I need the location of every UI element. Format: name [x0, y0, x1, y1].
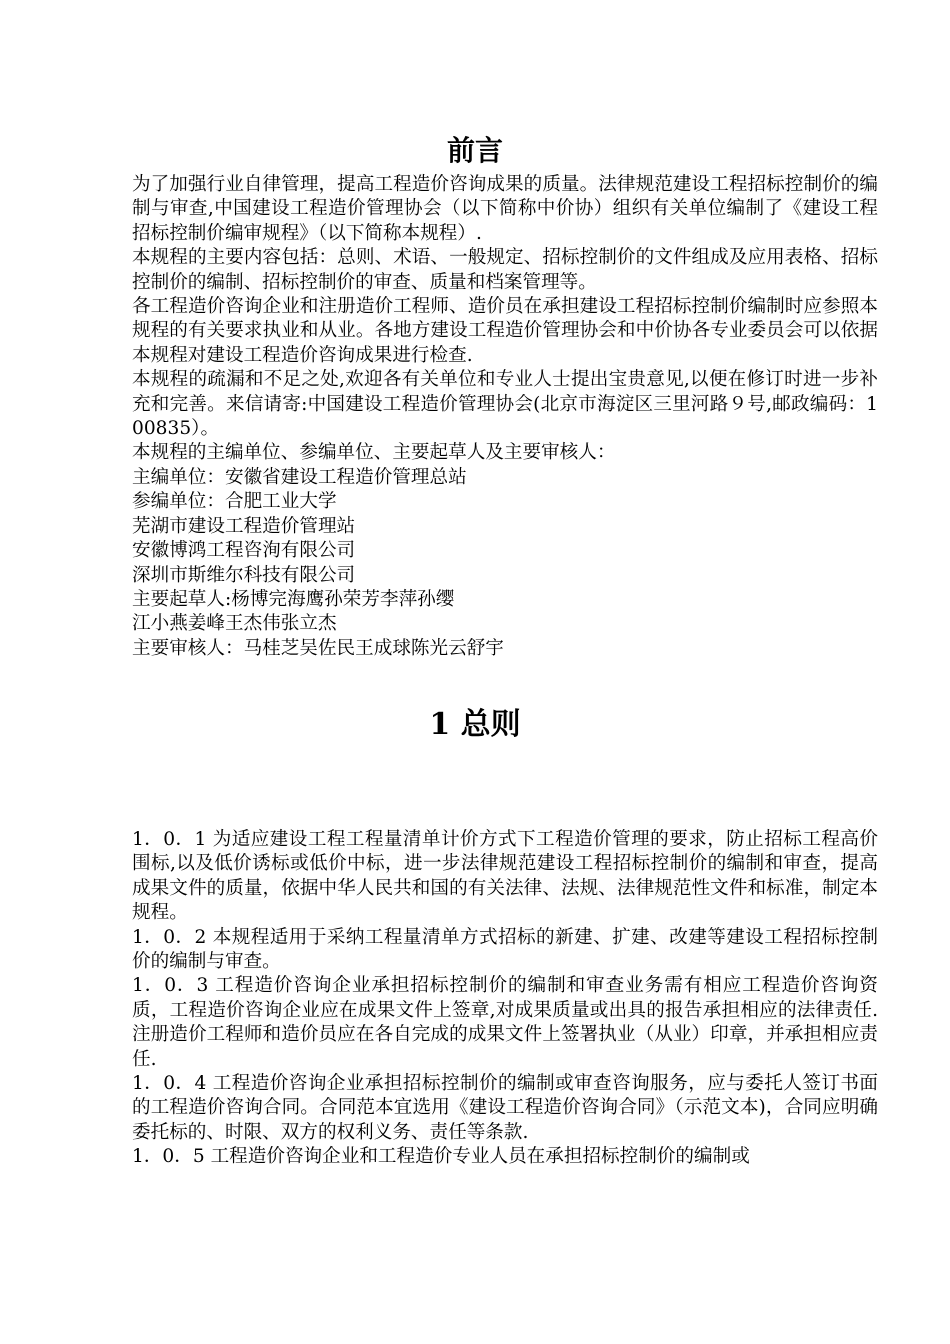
preface-paragraph-usage: 各工程造价咨询企业和注册造价工程师、造价员在承担建设工程招标控制价编制时应参照本规程的有关要求执业和从业。各地方建设工程造价管理协会和中价协各专业委员会可以依据本规程对建设工程造价咨询成果进行检查. — [132, 296, 878, 366]
clause-1-0-1: 1．0．1 为适应建设工程工程量清单计价方式下工程造价管理的要求，防止招标工程高价围标,以及低价诱标或低价中标，进一步法律规范建设工程招标控制价的编制和审查，提高成果文件的质量，依据中华人民共和国的有关法律、法规、法律规范性文件和标准，制定本规程。 — [132, 829, 878, 924]
preface-paragraph-feedback: 本规程的疏漏和不足之处,欢迎各有关单位和专业人士提出宝贵意见,以便在修订时进一步补充和完善。来信请寄:中国建设工程造价管理协会(北京市海淀区三里河路９号,邮政编码：100835）。 — [132, 369, 878, 440]
preface-title: 前言 — [446, 134, 503, 167]
preface-participating-unit: 芜湖市建设工程造价管理站 — [132, 515, 356, 537]
preface-participating-unit: 深圳市斯维尔科技有限公司 — [132, 564, 356, 586]
clause-1-0-2: 1．0．2 本规程适用于采纳工程量清单方式招标的新建、扩建、改建等建设工程招标控制价的编制与审查。 — [132, 926, 878, 973]
preface-paragraph-intro: 为了加强行业自律管理，提高工程造价咨询成果的质量。法律规范建设工程招标控制价的编制与审查,中国建设工程造价管理协会（以下简称中价协）组织有关单位编制了《建设工程招标控制价编审规程》（以下简称本规程）. — [132, 174, 878, 244]
preface-paragraph-editors-intro: 本规程的主编单位、参编单位、主要起草人及主要审核人： — [132, 442, 616, 464]
clause-1-0-3: 1．0．3 工程造价咨询企业承担招标控制价的编制和审查业务需有相应工程造价咨询资质，工程造价咨询企业应在成果文件上签章,对成果质量或出具的报告承担相应的法律责任.注册造价工程师和造价员应在各自完成的成果文件上签署执业（从业）印章，并承担相应责任. — [132, 975, 878, 1070]
preface-reviewers: 主要审核人：马桂芝吴佐民王成球陈光云舒宇 — [132, 637, 504, 659]
chapter-title: 1 总则 — [429, 707, 521, 742]
preface-chief-editor: 主编单位：安徽省建设工程造价管理总站 — [132, 466, 467, 488]
preface-body — [132, 173, 878, 661]
preface-drafters-continued: 江小燕姜峰王杰伟张立杰 — [132, 613, 337, 635]
preface-participating-unit: 参编单位：合肥工业大学 — [132, 491, 337, 513]
preface-paragraph-contents: 本规程的主要内容包括：总则、术语、一般规定、招标控制价的文件组成及应用表格、招标控制价的编制、招标控制价的审查、质量和档案管理等。 — [132, 247, 878, 293]
preface-drafters: 主要起草人:杨博完海鹰孙荣芳李萍孙缨 — [132, 588, 455, 610]
chapter-body — [132, 828, 878, 1170]
preface-participating-unit: 安徽博鸿工程咨洵有限公司 — [132, 540, 356, 562]
clause-1-0-4: 1．0．4 工程造价咨询企业承担招标控制价的编制或审查咨询服务，应与委托人签订书面的工程造价咨询合同。合同范本宜选用《建设工程造价咨询合同》（示范文本)，合同应明确委托标的、时限、双方的权利义务、责任等条款. — [132, 1073, 878, 1143]
clause-1-0-5: 1．0．5 工程造价咨询企业和工程造价专业人员在承担招标控制价的编制或 — [132, 1146, 750, 1168]
